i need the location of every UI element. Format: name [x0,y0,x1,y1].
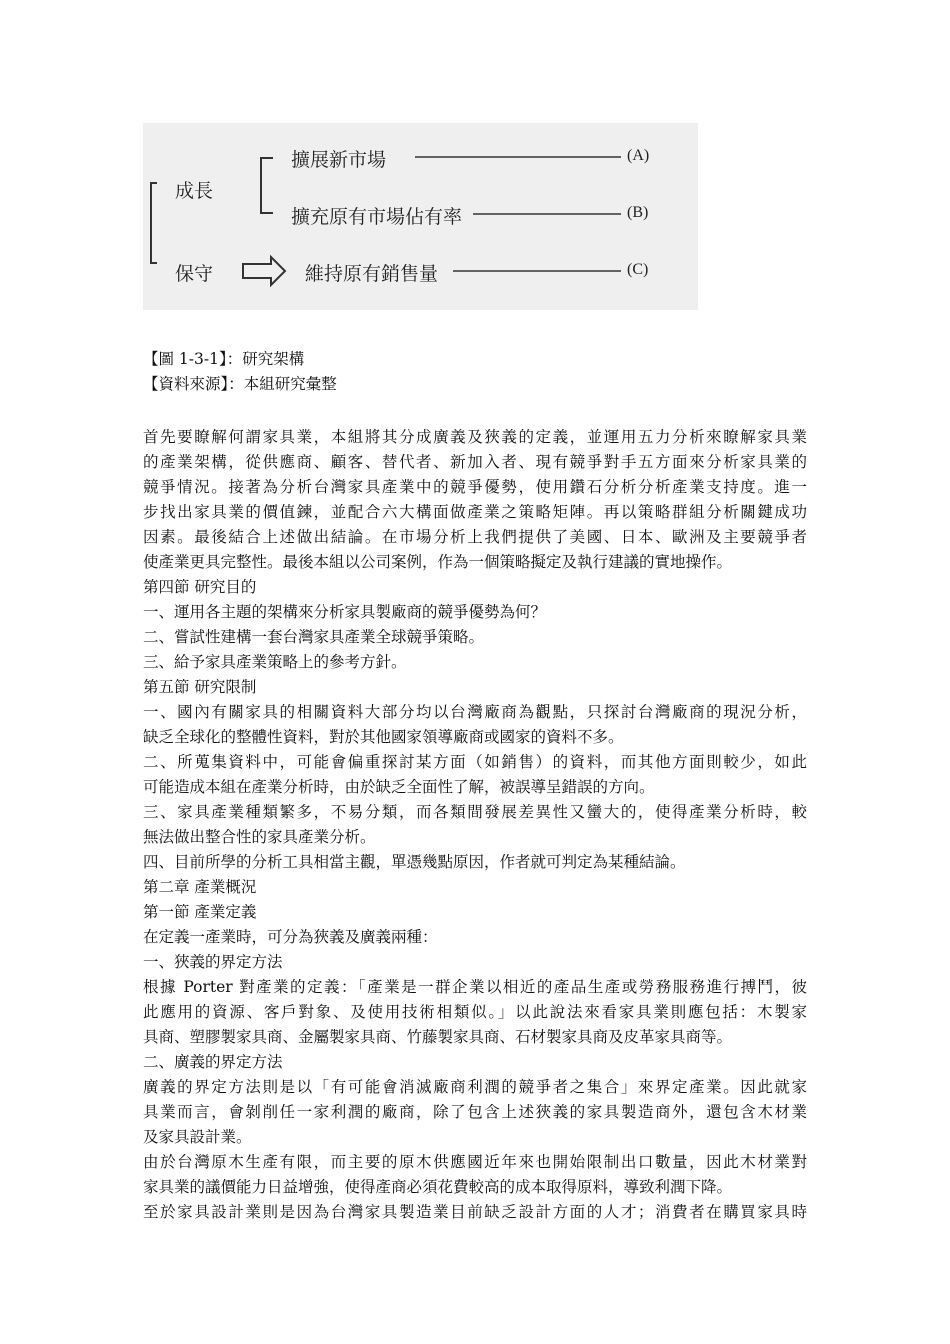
text-line: 一、狹義的界定方法 [143,953,283,971]
text-line: 具業而言，會剝削任一家利潤的廠商，除了包含上述狹義的家具製造商外，還包含木材業 [143,1103,807,1121]
text-line: 可能造成本組在產業分析時，由於缺乏全面性了解，被誤導呈錯誤的方向。 [143,778,655,796]
text-line: 第二章 產業概況 [143,878,257,896]
text-line: 根據 Porter 對產業的定義：「產業是一群企業以相近的產品生產或勞務服務進行搏鬥，彼 [143,978,807,996]
text-line: 及家具設計業。 [143,1128,252,1146]
text-line: 一、運用各主題的架構來分析家具製廠商的競爭優勢為何？ [143,603,547,621]
text-line: 家具業的議價能力日益增強，使得產商必須花費較高的成本取得原料，導致利潤下降。 [143,1178,733,1196]
source-caption: 【資料來源】：本組研究彙整 [143,375,337,393]
text-line: 此應用的資源、客戶對象、及使用技術相類似。」以此說法來看家具業則應包括：木製家 [143,1003,807,1021]
text-line: 缺乏全球化的整體性資料，對於其他國家領導廠商或國家的資料不多。 [143,728,624,746]
text-line: 二、嘗試性建構一套台灣家具產業全球競爭策略。 [143,628,485,646]
text-line: 因素。最後結合上述做出結論。在市場分析上我們提供了美國、日本、歐洲及主要競爭者 [143,528,807,546]
text-line: 第四節 研究目的 [143,578,257,596]
text-line: 一、國內有關家具的相關資料大部分均以台灣廠商為觀點，只探討台灣廠商的現況分析， [143,703,807,721]
letter-b: (B) [627,204,649,221]
text-line: 步找出家具業的價值鍊，並配合六大構面做產業之策略矩陣。再以策略群組分析關鍵成功 [143,503,807,521]
text-line: 三、家具產業種類繁多，不易分類，而各類間發展差異性又蠻大的，使得產業分析時，較 [143,803,807,821]
inner-brace [261,158,273,213]
text-line: 廣義的界定方法則是以「有可能會消滅廠商利潤的競爭者之集合」來界定產業。因此就家 [143,1078,807,1096]
text-line: 由於台灣原木生產有限，而主要的原木供應國近年來也開始限制出口數量，因此木材業對 [143,1153,807,1171]
letter-a: (A) [627,147,650,164]
text-line: 第一節 產業定義 [143,903,257,921]
document-body [143,425,807,1225]
research-framework-diagram [143,123,698,310]
text-line: 無法做出整合性的家具產業分析。 [143,828,376,846]
outer-brace [151,183,157,263]
text-line: 在定義一產業時，可分為狹義及廣義兩種： [143,928,438,946]
text-line: 競爭情況。接著為分析台灣家具產業中的競爭優勢，使用鑽石分析分析產業支持度。進一 [143,478,807,496]
figure-captions [143,347,337,397]
text-line: 四、目前所學的分析工具相當主觀，單憑幾點原因，作者就可判定為某種結論。 [143,853,686,871]
text-line: 三、給予家具產業策略上的參考方針。 [143,653,407,671]
letter-c: (C) [627,261,649,278]
text-line: 的產業架構，從供應商、顧客、替代者、新加入者、現有競爭對手五方面來分析家具業的 [143,453,807,471]
figure-caption: 【圖 1-3-1】：研究架構 [143,350,305,368]
text-line: 首先要瞭解何謂家具業，本組將其分成廣義及狹義的定義，並運用五力分析來瞭解家具業 [143,428,807,446]
text-line: 二、所蒐集資料中，可能會偏重探討某方面（如銷售）的資料，而其他方面則較少，如此 [143,753,807,771]
text-line: 至於家具設計業則是因為台灣家具製造業目前缺乏設計方面的人才；消費者在購買家具時 [143,1203,807,1221]
text-line: 第五節 研究限制 [143,678,257,696]
text-line: 具商、塑膠製家具商、金屬製家具商、竹藤製家具商、石材製家具商及皮革家具商等。 [143,1028,733,1046]
branch-c-label: 維持原有銷售量 [305,263,439,285]
label-growth: 成長 [175,180,214,202]
text-line: 使產業更具完整性。最後本組以公司案例，作為一個策略擬定及執行建議的實地操作。 [143,553,733,571]
text-line: 二、廣義的界定方法 [143,1053,283,1071]
hollow-arrow-icon [243,257,285,285]
label-conservative: 保守 [175,263,214,285]
branch-a-label: 擴展新市場 [291,149,387,171]
branch-b-label: 擴充原有市場佔有率 [291,206,463,228]
